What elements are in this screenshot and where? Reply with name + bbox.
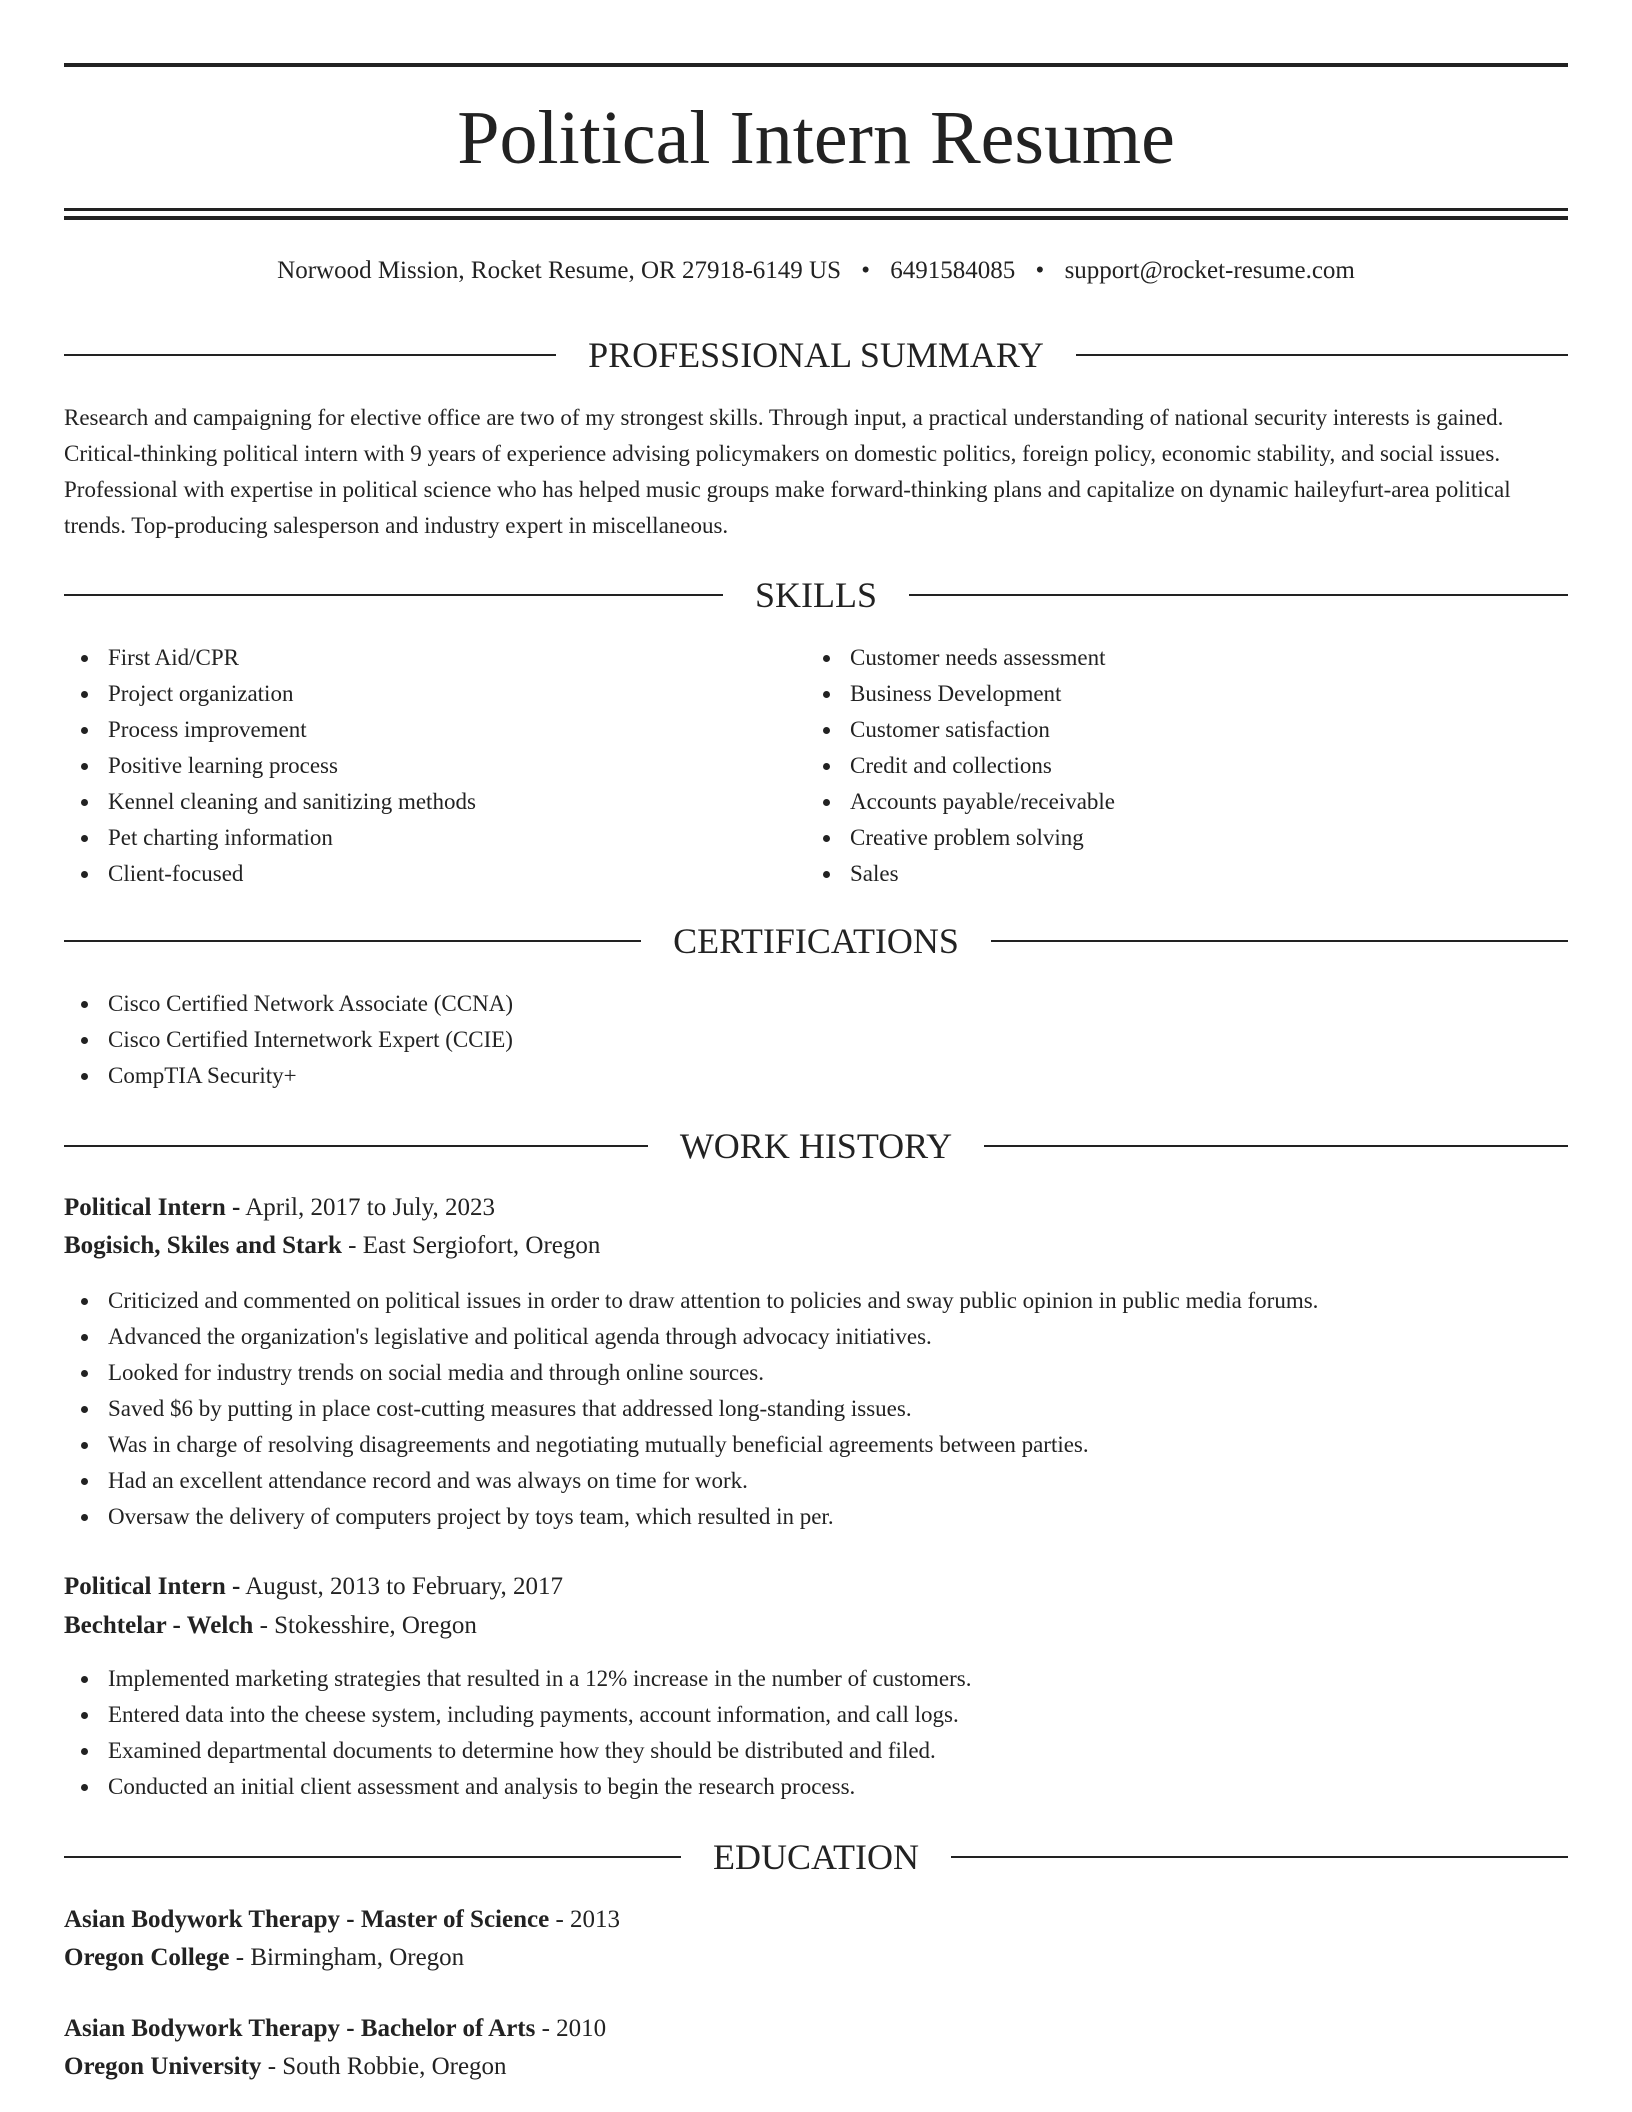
- contact-separator: •: [861, 257, 871, 284]
- degree-field: Asian Bodywork Therapy: [64, 1906, 340, 1933]
- company-name: Bechtelar - Welch: [64, 1612, 254, 1639]
- summary-text: Research and campaigning for elective office are two of my strongest skills. Through input, a practical understanding of national security interests is gained. Critical-thinking political intern with 9 years of experience advising policymakers on domestic politics, foreign policy, economic stability, and social issues. Professional with expertise in political science who has helped music groups make forward-thinking plans and capitalize on dynamic haileyfurt-area political trends. Top-producing salesperson and industry expert in miscellaneous.: [64, 405, 1511, 538]
- certifications-list: [64, 986, 513, 1094]
- job-bullet: Examined departmental documents to determine how they should be distributed and filed.: [64, 1733, 972, 1769]
- degree-line: [64, 2011, 606, 2047]
- skill-item: Pet charting information: [64, 820, 476, 856]
- section-header-certifications: [64, 919, 1568, 963]
- skill-item: Process improvement: [64, 712, 476, 748]
- skill-item: Sales: [806, 856, 1115, 892]
- job-bullet: Conducted an initial client assessment and analysis to begin the research process.: [64, 1769, 972, 1805]
- contact-phone: 6491584085: [890, 257, 1016, 284]
- section-rule-left: [64, 940, 641, 942]
- skill-item: Creative problem solving: [806, 820, 1115, 856]
- degree-year: 2013: [570, 1906, 621, 1933]
- header-top-rule: [64, 63, 1568, 67]
- job-bullet: Saved $6 by putting in place cost-cutting measures that addressed long-standing issues.: [64, 1391, 1318, 1427]
- job-dates: April, 2017 to July, 2023: [245, 1194, 496, 1221]
- school-name: Oregon University: [64, 2053, 262, 2080]
- job-company-line: [64, 1608, 477, 1644]
- section-header-education: [64, 1835, 1568, 1879]
- dash: -: [267, 2053, 277, 2080]
- job-title: Political Intern: [64, 1194, 226, 1221]
- dash: -: [348, 1232, 357, 1259]
- dash: -: [346, 2015, 355, 2042]
- section-rule-right: [909, 594, 1568, 596]
- section-header-work-history: [64, 1124, 1568, 1168]
- dash: -: [232, 1194, 241, 1221]
- dash: -: [346, 1906, 355, 1933]
- skill-item: Credit and collections: [806, 748, 1115, 784]
- section-rule-left: [64, 1856, 681, 1858]
- skill-item: Positive learning process: [64, 748, 476, 784]
- contact-separator: •: [1035, 257, 1045, 284]
- skill-item: Business Development: [806, 676, 1115, 712]
- skill-item: Accounts payable/receivable: [806, 784, 1115, 820]
- section-header-summary: [64, 333, 1568, 377]
- section-rule-right: [951, 1856, 1568, 1858]
- resume-title: Political Intern Resume: [457, 96, 1175, 180]
- job-bullet: Implemented marketing strategies that resulted in a 12% increase in the number of customers.: [64, 1661, 972, 1697]
- company-name: Bogisich, Skiles and Stark: [64, 1232, 342, 1259]
- section-rule-left: [64, 1145, 648, 1147]
- school-location: South Robbie, Oregon: [282, 2053, 507, 2080]
- dash: -: [235, 1944, 245, 1971]
- job-dates: August, 2013 to February, 2017: [245, 1573, 564, 1600]
- job-bullet: Looked for industry trends on social media and through online sources.: [64, 1355, 1318, 1391]
- dash: -: [259, 1612, 268, 1639]
- degree-name: Master of Science: [360, 1906, 550, 1933]
- degree-line: [64, 1902, 620, 1938]
- school-name: Oregon College: [64, 1944, 230, 1971]
- certification-item: CompTIA Security+: [64, 1058, 513, 1094]
- section-rule-left: [64, 354, 556, 356]
- dash: -: [232, 1573, 241, 1600]
- school-line: [64, 2049, 507, 2085]
- job-bullet: Advanced the organization's legislative and political agenda through advocacy initiatives.: [64, 1319, 1318, 1355]
- section-title-summary: PROFESSIONAL SUMMARY: [588, 335, 1044, 375]
- job-title-line: [64, 1190, 495, 1226]
- job-bullet: Was in charge of resolving disagreements and negotiating mutually beneficial agreements between parties.: [64, 1427, 1318, 1463]
- job-bullet: Had an excellent attendance record and was always on time for work.: [64, 1463, 1318, 1499]
- section-header-skills: [64, 573, 1568, 617]
- certification-item: Cisco Certified Network Associate (CCNA): [64, 986, 513, 1022]
- section-rule-right: [984, 1145, 1568, 1147]
- section-title-education: EDUCATION: [713, 1837, 919, 1877]
- section-title-work-history: WORK HISTORY: [679, 1126, 953, 1166]
- header-double-rule-lower: [64, 216, 1568, 220]
- skill-item: First Aid/CPR: [64, 640, 476, 676]
- job-bullets: [64, 1661, 972, 1805]
- job-bullet: Criticized and commented on political issues in order to draw attention to policies and sway public opinion in public media forums.: [64, 1283, 1318, 1319]
- degree-name: Bachelor of Arts: [360, 2015, 536, 2042]
- job-company-line: [64, 1228, 600, 1264]
- dash: -: [541, 2015, 550, 2042]
- school-location: Birmingham, Oregon: [250, 1944, 465, 1971]
- dash: -: [555, 1906, 564, 1933]
- skill-item: Kennel cleaning and sanitizing methods: [64, 784, 476, 820]
- contact-address: Norwood Mission, Rocket Resume, OR 27918-6149 US: [277, 257, 842, 284]
- skill-item: Project organization: [64, 676, 476, 712]
- certification-item: Cisco Certified Internetwork Expert (CCIE): [64, 1022, 513, 1058]
- degree-year: 2010: [556, 2015, 607, 2042]
- section-title-certifications: CERTIFICATIONS: [673, 921, 959, 961]
- job-title: Political Intern: [64, 1573, 226, 1600]
- company-location: Stokesshire, Oregon: [274, 1612, 477, 1639]
- job-bullets: [64, 1283, 1318, 1535]
- skill-item: Customer satisfaction: [806, 712, 1115, 748]
- section-rule-right: [991, 940, 1568, 942]
- job-bullet: Entered data into the cheese system, including payments, account information, and call logs.: [64, 1697, 972, 1733]
- school-line: [64, 1940, 464, 1976]
- skills-list-left: [64, 640, 476, 892]
- section-rule-right: [1076, 354, 1568, 356]
- job-bullet: Oversaw the delivery of computers project by toys team, which resulted in per.: [64, 1499, 1318, 1535]
- contact-email[interactable]: support@rocket-resume.com: [1064, 257, 1355, 284]
- skill-item: Customer needs assessment: [806, 640, 1115, 676]
- degree-field: Asian Bodywork Therapy: [64, 2015, 340, 2042]
- company-location: East Sergiofort, Oregon: [362, 1232, 601, 1259]
- section-title-skills: SKILLS: [755, 575, 878, 615]
- skills-list-right: [806, 640, 1115, 892]
- contact-line: [64, 254, 1568, 288]
- header-double-rule-upper: [64, 208, 1568, 211]
- skill-item: Client-focused: [64, 856, 476, 892]
- job-title-line: [64, 1569, 563, 1605]
- section-rule-left: [64, 594, 723, 596]
